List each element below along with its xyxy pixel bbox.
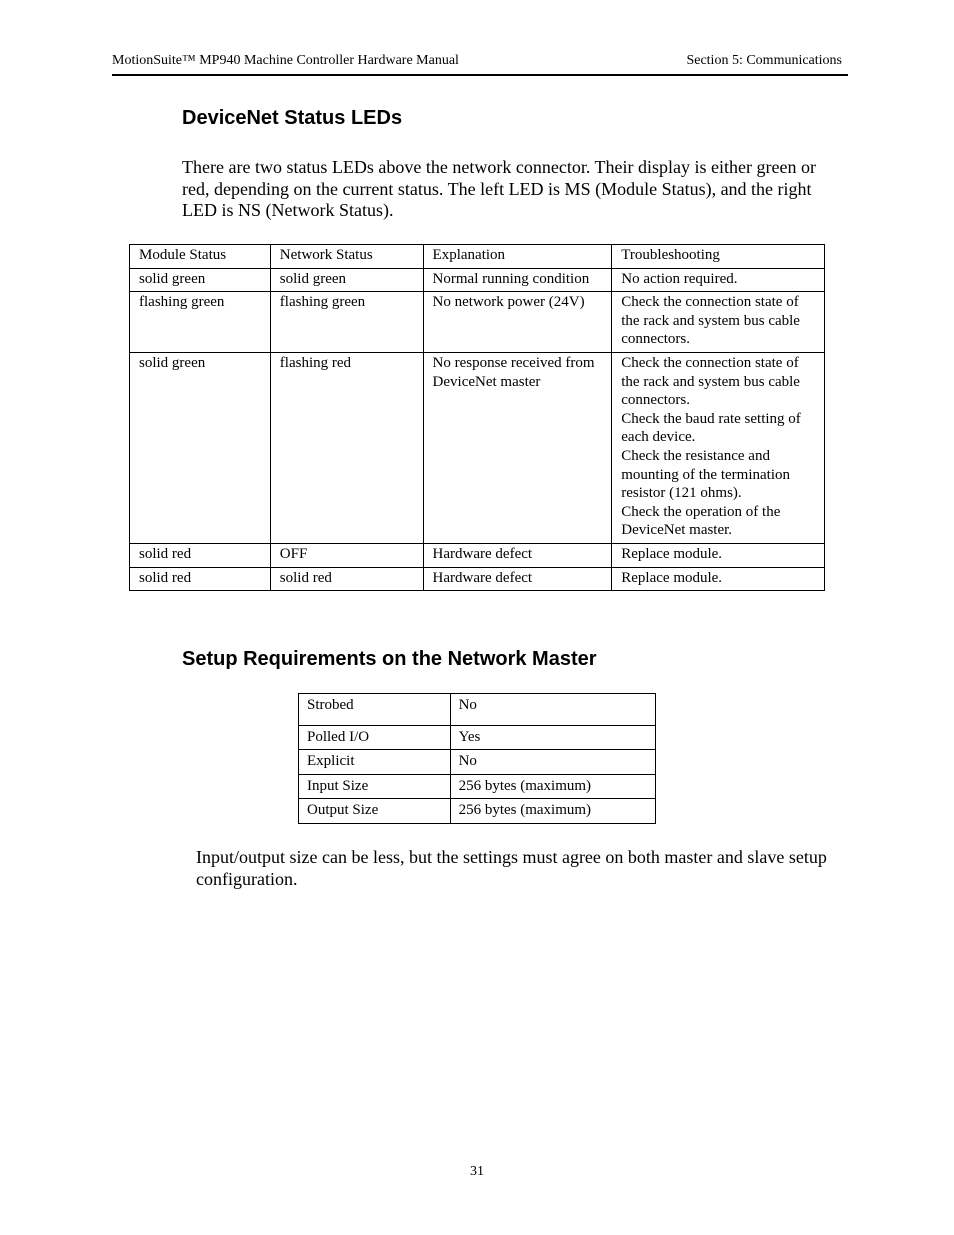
setting-value: No	[450, 694, 655, 726]
header-troubleshooting: Troubleshooting	[612, 245, 825, 269]
setting-label: Input Size	[299, 774, 451, 799]
troubleshooting-step: Check the resistance and mounting of the termination resistor (121 ohms).	[621, 447, 790, 502]
troubleshooting-cell	[612, 268, 825, 292]
explanation-cell: No network power (24V)	[423, 292, 612, 353]
explanation-cell: No response received from DeviceNet master	[423, 352, 612, 543]
setting-value: No	[450, 750, 655, 775]
troubleshooting-cell	[612, 292, 825, 353]
network-status-cell: flashing red	[270, 352, 423, 543]
network-status-cell: flashing green	[270, 292, 423, 353]
table-row	[130, 292, 825, 353]
table-row	[130, 268, 825, 292]
intro-paragraph: There are two status LEDs above the network connector. Their display is either green or red, depending on the current status. The left LED is MS (Module Status), and the right LED is NS (Network Status).	[182, 157, 816, 220]
troubleshooting-cell	[612, 543, 825, 567]
table-row	[299, 774, 656, 799]
troubleshooting-step: No action required.	[621, 270, 738, 287]
troubleshooting-cell	[612, 352, 825, 543]
troubleshooting-step: Check the operation of the DeviceNet master.	[621, 503, 781, 539]
module-status-cell: solid green	[130, 352, 271, 543]
network-status-cell: solid red	[270, 567, 423, 591]
setting-value: Yes	[450, 725, 655, 750]
network-status-cell: OFF	[270, 543, 423, 567]
manual-title: MotionSuite™ MP940 Machine Controller Hardware Manual	[112, 53, 459, 68]
explanation-cell: Normal running condition	[423, 268, 612, 292]
table-row	[130, 543, 825, 567]
led-status-table	[129, 244, 825, 591]
setting-label: Output Size	[299, 799, 451, 824]
module-status-cell: flashing green	[130, 292, 271, 353]
header-network-status: Network Status	[270, 245, 423, 269]
troubleshooting-step: Check the connection state of the rack and system bus cable connectors.	[621, 354, 800, 409]
page-header	[112, 52, 848, 76]
devicenet-leds-heading: DeviceNet Status LEDs	[182, 107, 403, 129]
troubleshooting-cell	[612, 567, 825, 591]
troubleshooting-step: Replace module.	[621, 545, 723, 562]
size-note-paragraph: Input/output size can be less, but the settings must agree on both master and slave setup configuration.	[196, 847, 827, 889]
explanation-cell: Hardware defect	[423, 567, 612, 591]
network-status-cell: solid green	[270, 268, 423, 292]
setting-label: Strobed	[299, 694, 451, 726]
table-row	[299, 750, 656, 775]
module-status-cell: solid red	[130, 567, 271, 591]
table-row	[130, 567, 825, 591]
module-status-cell: solid green	[130, 268, 271, 292]
setting-value: 256 bytes (maximum)	[450, 799, 655, 824]
section-title: Section 5: Communications	[686, 53, 842, 68]
table-row	[130, 352, 825, 543]
table-row	[299, 799, 656, 824]
setting-label: Explicit	[299, 750, 451, 775]
setup-requirements-heading: Setup Requirements on the Network Master	[182, 648, 597, 670]
troubleshooting-step: Check the baud rate setting of each device.	[621, 410, 801, 446]
setting-label: Polled I/O	[299, 725, 451, 750]
troubleshooting-step: Check the connection state of the rack and system bus cable connectors.	[621, 294, 800, 348]
troubleshooting-step: Replace module.	[621, 569, 723, 586]
page-number: 31	[470, 1164, 484, 1179]
header-explanation: Explanation	[423, 245, 612, 269]
table-header-row	[130, 245, 825, 269]
header-module-status: Module Status	[130, 245, 271, 269]
table-row	[299, 725, 656, 750]
module-status-cell: solid red	[130, 543, 271, 567]
setup-requirements-table	[298, 693, 656, 824]
table-row	[299, 694, 656, 726]
setting-value: 256 bytes (maximum)	[450, 774, 655, 799]
explanation-cell: Hardware defect	[423, 543, 612, 567]
